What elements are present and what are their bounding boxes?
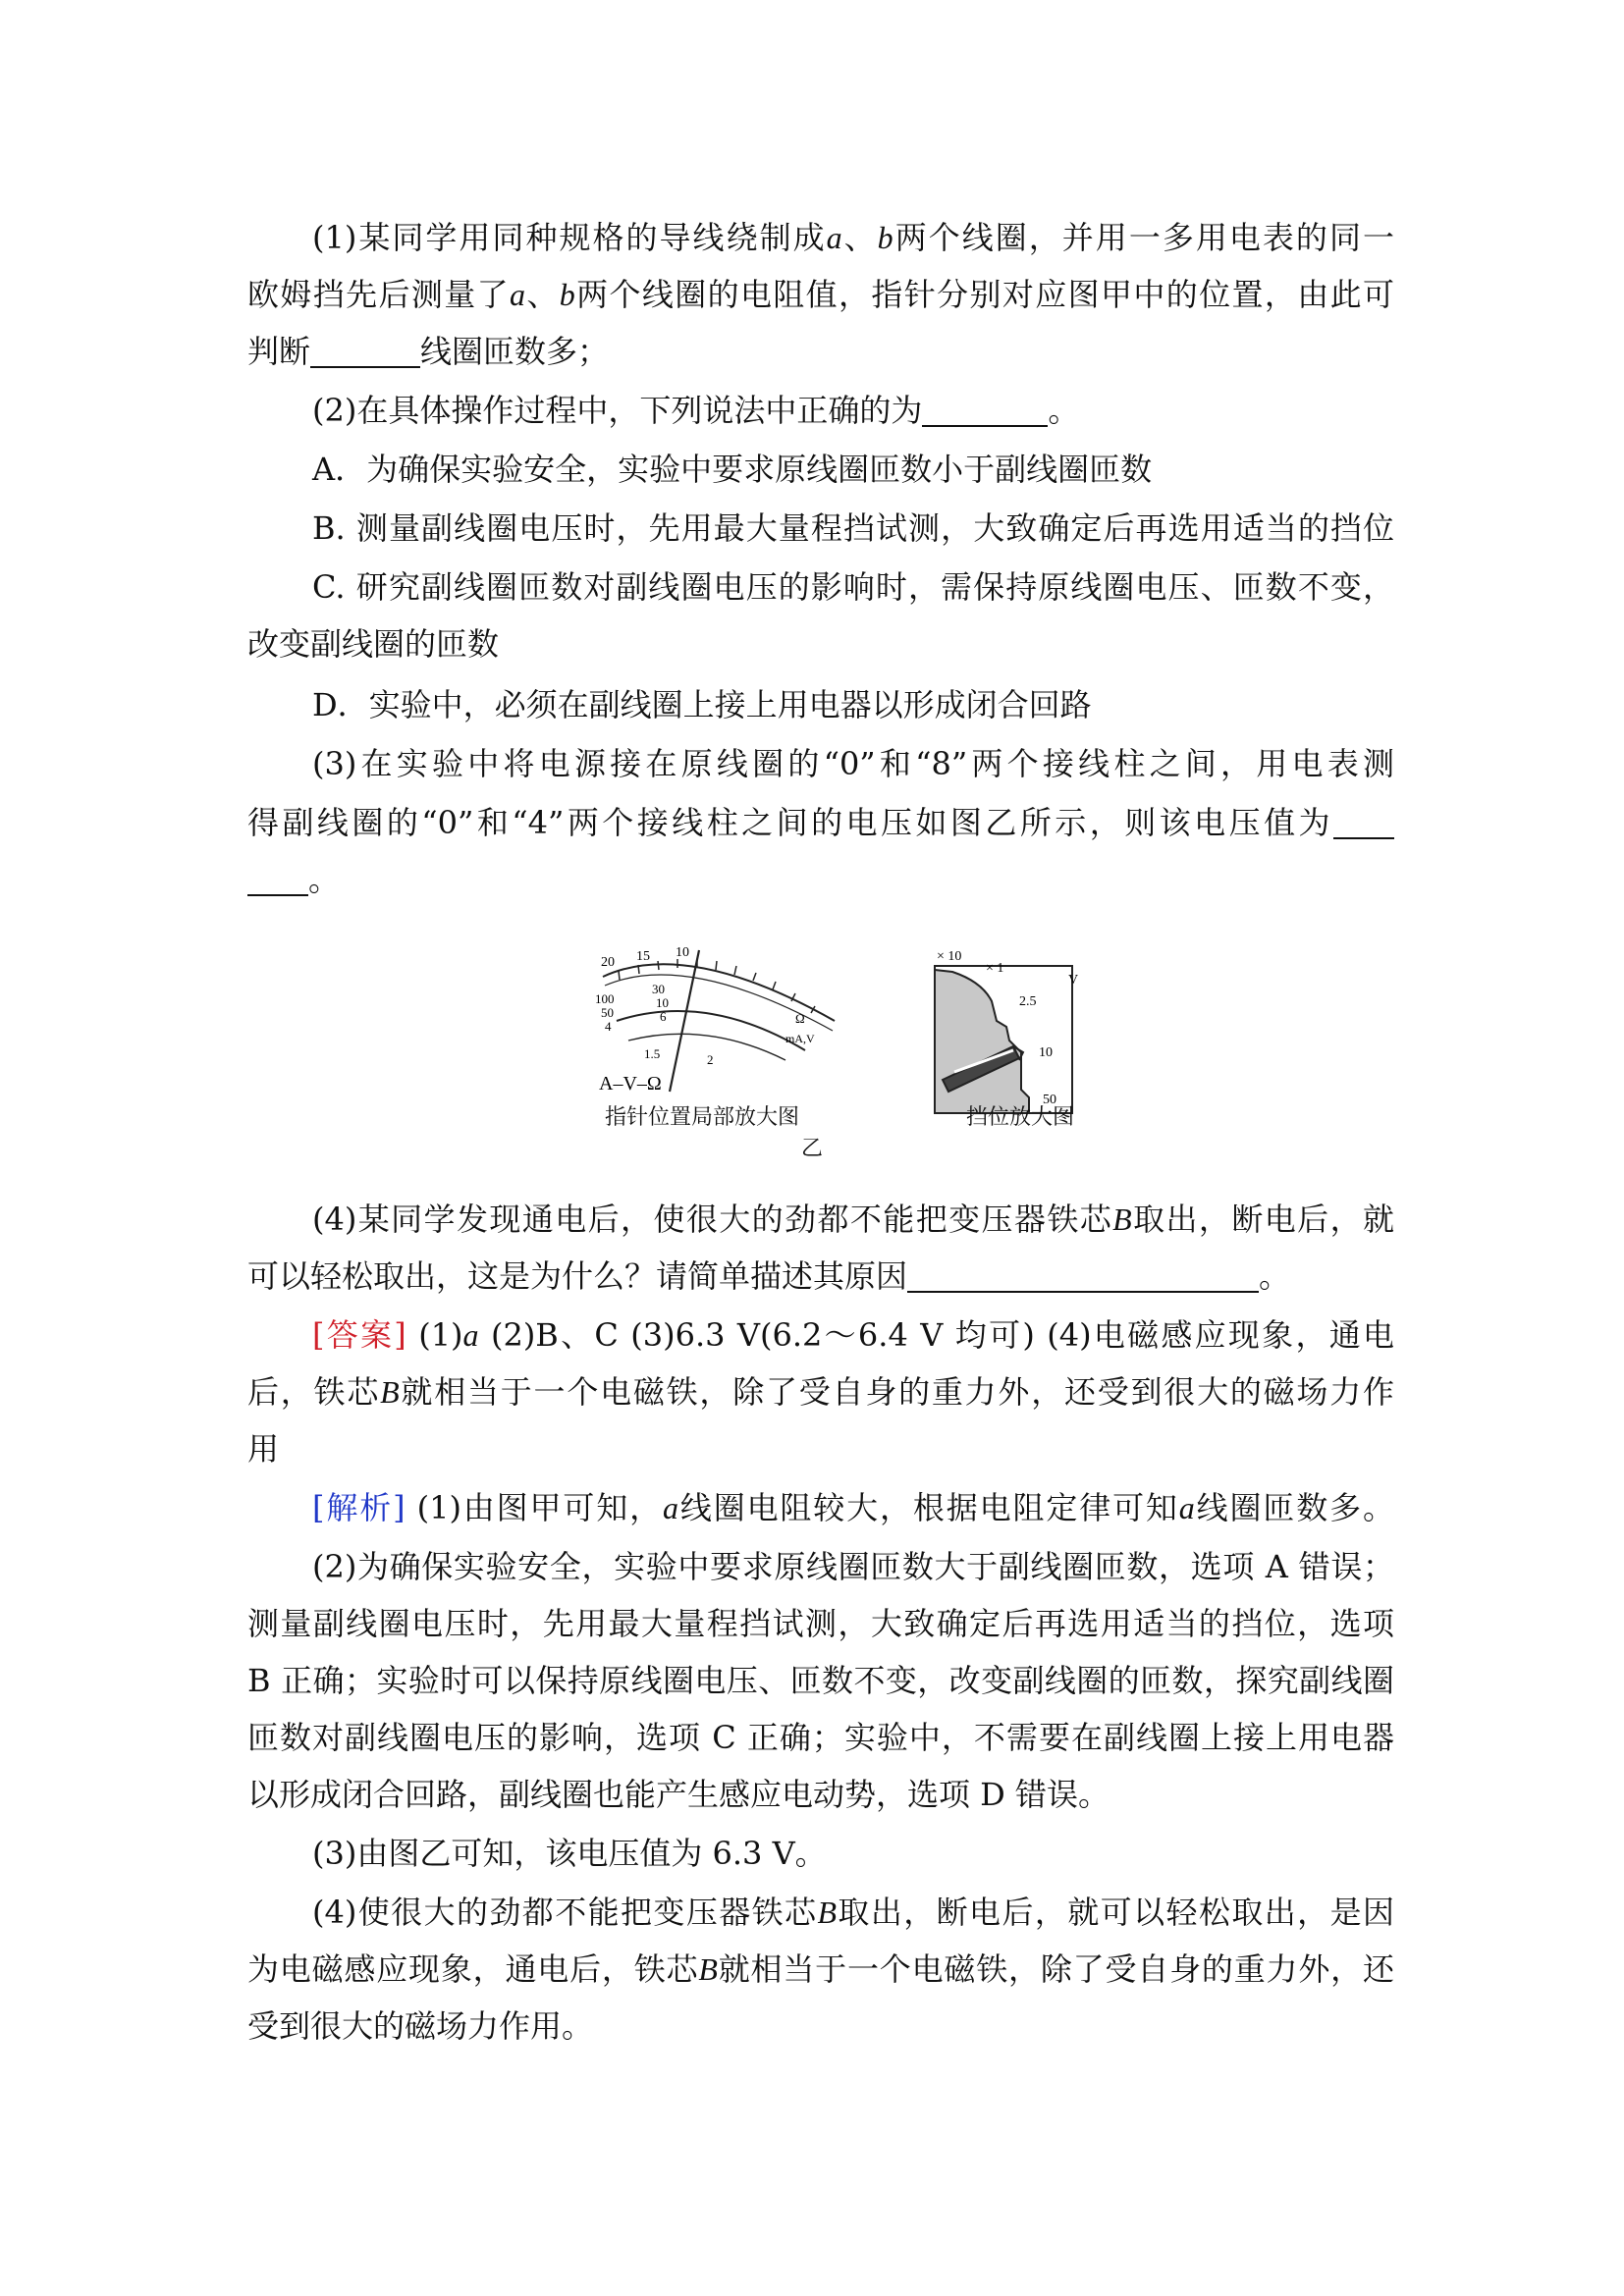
analysis-line-7: (3)由图乙可知，该电压值为 6.3 V。 [312,1835,827,1872]
range-selector [935,966,1072,1113]
q1-line-1: (1)某同学用同种规格的导线绕制成a、b两个线圈，并用一多用电表的同一 [312,219,1394,256]
analysis-line-10: 受到很大的磁场力作用。 [247,2007,594,2045]
scale-top-10: 10 [676,945,689,960]
scale-top-20: 20 [601,955,615,970]
q2-option-d: D．实验中，必须在副线圈上接上用电器以形成闭合回路 [312,686,1092,723]
scale-mid-6: 6 [660,1009,667,1024]
analysis-line-8: (4)使很大的劲都不能把变压器铁芯B取出，断电后，就可以轻松取出，是因 [312,1894,1394,1931]
meter-label: A–V–Ω [599,1073,662,1095]
q2-option-a: A．为确保实验安全，实验中要求原线圈匝数小于副线圈匝数 [312,451,1153,488]
range-50: 50 [1043,1093,1056,1107]
analysis-line-9: 为电磁感应现象，通电后，铁芯B就相当于一个电磁铁，除了受自身的重力外，还 [247,1950,1394,1988]
scale-left-100: 100 [595,991,615,1006]
scale-mid-10: 10 [656,995,669,1010]
scale-left-50: 50 [601,1005,614,1020]
q4-line-1: (4)某同学发现通电后，使很大的劲都不能把变压器铁芯B取出，断电后，就 [312,1201,1394,1238]
analysis-line-5: 匝数对副线圈电压的影响，选项 C 正确；实验中，不需要在副线圈上接上用电器 [247,1719,1394,1756]
right-caption: 挡位放大图 [966,1105,1075,1130]
q2-option-c-line-1: C. 研究副线圈匝数对副线圈电压的影响时，需保持原线圈电压、匝数不变， [312,568,1394,606]
scale-left-4: 4 [605,1019,612,1034]
scale-mid-30: 30 [652,982,665,996]
q2-option-b: B. 测量副线圈电压时，先用最大量程挡试测，大致确定后再选用适当的挡位 [312,509,1394,547]
analysis-line-6: 以形成闭合回路，副线圈也能产生感应电动势，选项 D 错误。 [247,1776,1110,1813]
answer-blank[interactable] [247,865,308,896]
q3-line-1: (3)在实验中将电源接在原线圈的“0”和“8”两个接线柱之间，用电表测 [312,745,1394,782]
range-v: V [1068,973,1079,988]
range-10: 10 [1039,1045,1053,1060]
unit-ohm: Ω [795,1011,805,1026]
range-x1: × 1 [986,961,1004,976]
scale-top-15: 15 [636,949,650,964]
q3-line-3: 。 [247,860,1394,899]
figure-yi [589,942,1100,1148]
scale-low-2: 2 [707,1052,714,1067]
scale-low-1-5: 1.5 [644,1046,661,1061]
q2-stem: (2)在具体操作过程中，下列说法中正确的为 。 [312,392,1080,429]
analysis-tag: [解析] [312,1489,406,1526]
left-caption: 指针位置局部放大图 [605,1105,800,1130]
answer-blank[interactable] [1333,808,1394,839]
answer-blank[interactable] [922,396,1048,427]
q3-line-2: 得副线圈的“0”和“4”两个接线柱之间的电压如图乙所示，则该电压值为 [247,803,1394,842]
range-x10: × 10 [937,949,962,964]
answer-line-2: 后，铁芯B就相当于一个电磁铁，除了受自身的重力外，还受到很大的磁场力作 [247,1373,1394,1411]
q1-line-2: 欧姆挡先后测量了a、b两个线圈的电阻值，指针分别对应图甲中的位置，由此可 [247,276,1394,313]
answer-line-1: [答案] (1)a (2)B、C (3)6.3 V(6.2～6.4 V 均可) (4)电磁感应现象，通电 [312,1316,1394,1354]
q4-line-2: 可以轻松取出，这是为什么？请简单描述其原因 。 [247,1257,1291,1295]
q1-line-3: 判断 线圈匝数多； [247,333,610,370]
unit-mav: mA,V [785,1032,815,1045]
answer-tag: [答案] [312,1316,406,1354]
answer-line-3: 用 [247,1430,280,1468]
analysis-line-2: (2)为确保实验安全，实验中要求原线圈匝数大于副线圈匝数，选项 A 错误； [312,1548,1394,1585]
q2-option-c-line-2: 改变副线圈的匝数 [247,625,500,663]
range-2-5: 2.5 [1019,994,1037,1009]
answer-blank[interactable] [907,1261,1259,1293]
analysis-line-1: [解析] (1)由图甲可知，a线圈电阻较大，根据电阻定律可知a线圈匝数多。 [312,1489,1394,1526]
analysis-line-3: 测量副线圈电压时，先用最大量程挡试测，大致确定后再选用适当的挡位，选项 [247,1605,1394,1642]
analysis-line-4: B 正确；实验时可以保持原线圈电压、匝数不变，改变副线圈的匝数，探究副线圈 [247,1662,1394,1699]
answer-blank[interactable] [310,337,420,368]
figure-label: 乙 [801,1137,824,1161]
